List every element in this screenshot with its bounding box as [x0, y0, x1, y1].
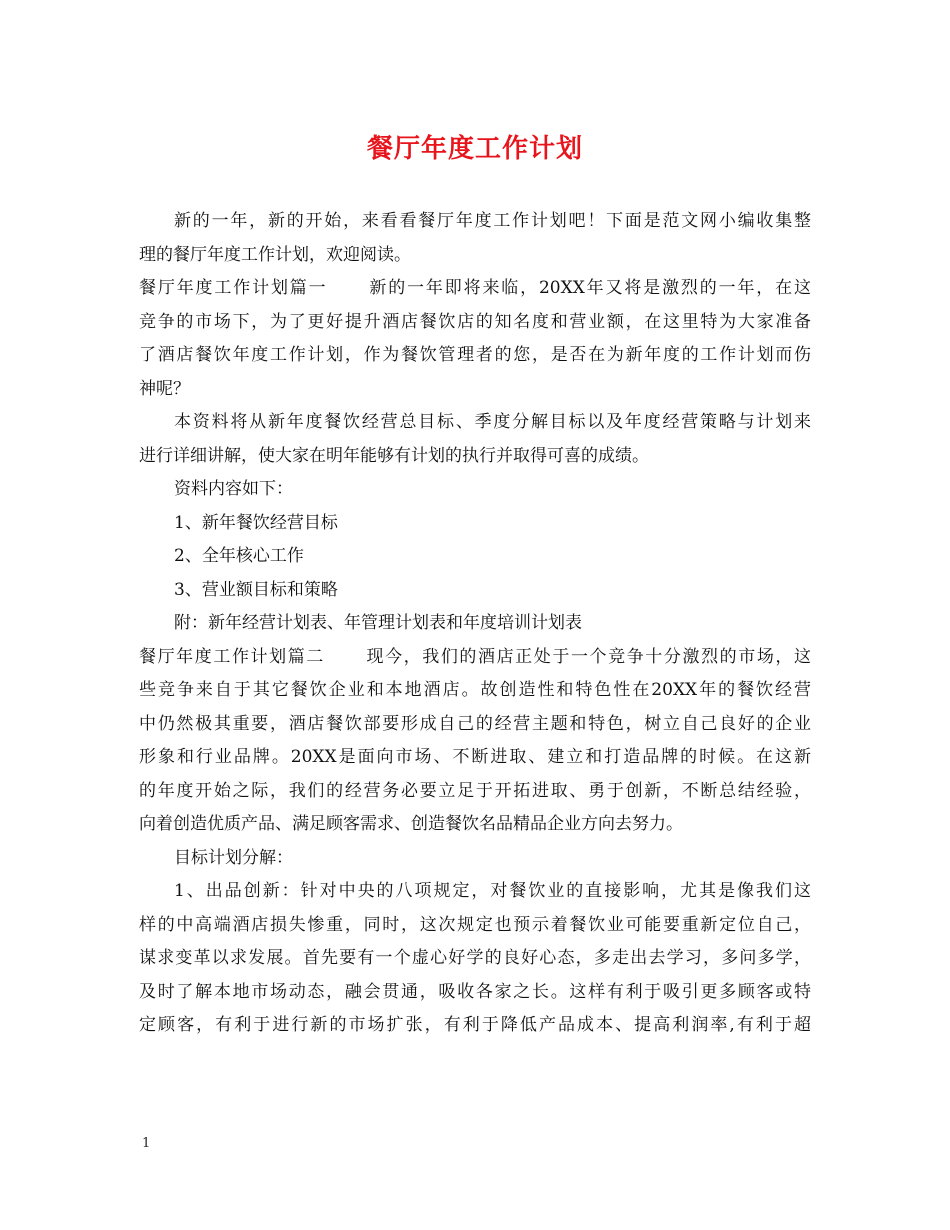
paragraph-line: 本资料将从新年度餐饮经营总目标、季度分解目标以及年度经营策略与计划来 [174, 412, 811, 432]
paragraph-line: 神呢？ [139, 378, 190, 399]
paragraph-line: 的年度开始之际，我们的经营务必要立足于开拓进取、勇于创新，不断总结经验， [139, 780, 811, 801]
paragraph-line: 些竞争来自于其它餐饮企业和本地酒店。故创造性和特色性在20XX年的餐饮经营 [139, 680, 811, 700]
paragraph-line: 谋求变革以求发展。首先要有一个虚心好学的良好心态，多走出去学习，多问多学， [139, 948, 811, 968]
paragraph-line: 及时了解本地市场动态，融会贯通，吸收各家之长。这样有利于吸引更多顾客或特 [139, 981, 811, 1002]
section-heading: 餐厅年度工作计划篇一 [139, 278, 328, 298]
document-body [139, 205, 811, 1043]
paragraph-line: 向着创造优质产品、满足顾客需求、创造餐饮名品精品企业方向去努力。 [139, 814, 683, 834]
paragraph-line: 进行详细讲解，使大家在明年能够有计划的执行并取得可喜的成绩。 [139, 445, 649, 466]
section-heading: 餐厅年度工作计划篇二 [139, 646, 325, 667]
paragraph-line: 1、出品创新：针对中央的八项规定，对餐饮业的直接影响，尤其是像我们这 [174, 881, 811, 901]
paragraph-line: 理的餐厅年度工作计划，欢迎阅读。 [139, 244, 411, 265]
section-heading-line [139, 272, 811, 306]
paragraph-line: 新的一年，新的开始，来看看餐厅年度工作计划吧！下面是范文网小编收集整 [174, 211, 811, 231]
paragraph-text: 现今，我们的酒店正处于一个竞争十分激烈的市场，这 [364, 646, 811, 667]
list-item: 2、全年核心工作 [174, 546, 304, 566]
page-number: 1 [142, 1136, 151, 1151]
paragraph-line: 定顾客，有利于进行新的市场扩张，有利于降低产品成本、提高利润率,有利于超 [139, 1015, 811, 1035]
list-item: 3、营业额目标和策略 [174, 579, 338, 600]
paragraph-line: 资料内容如下： [174, 479, 293, 499]
paragraph-line: 形象和行业品牌。20XX是面向市场、不断进取、建立和打造品牌的时候。在这新 [139, 747, 811, 767]
paragraph-line: 目标计划分解： [174, 847, 293, 868]
paragraph-line: 附：新年经营计划表、年管理计划表和年度培训计划表 [174, 613, 582, 633]
paragraph-text: 新的一年即将来临，20XX年又将是激烈的一年，在这 [367, 278, 811, 298]
document-title: 餐厅年度工作计划 [366, 134, 583, 164]
section-heading-line [139, 641, 811, 675]
paragraph-line: 样的中高端酒店损失惨重，同时，这次规定也预示着餐饮业可能要重新定位自己， [139, 914, 811, 935]
list-item: 1、新年餐饮经营目标 [174, 512, 338, 533]
paragraph-line: 了酒店餐饮年度工作计划，作为餐饮管理者的您，是否在为新年度的工作计划而伤 [139, 345, 811, 365]
paragraph-line: 竞争的市场下，为了更好提升酒店餐饮店的知名度和营业额，在这里特为大家准备 [139, 311, 811, 332]
paragraph-line: 中仍然极其重要，酒店餐饮部要形成自己的经营主题和特色，树立自己良好的企业 [139, 713, 811, 734]
